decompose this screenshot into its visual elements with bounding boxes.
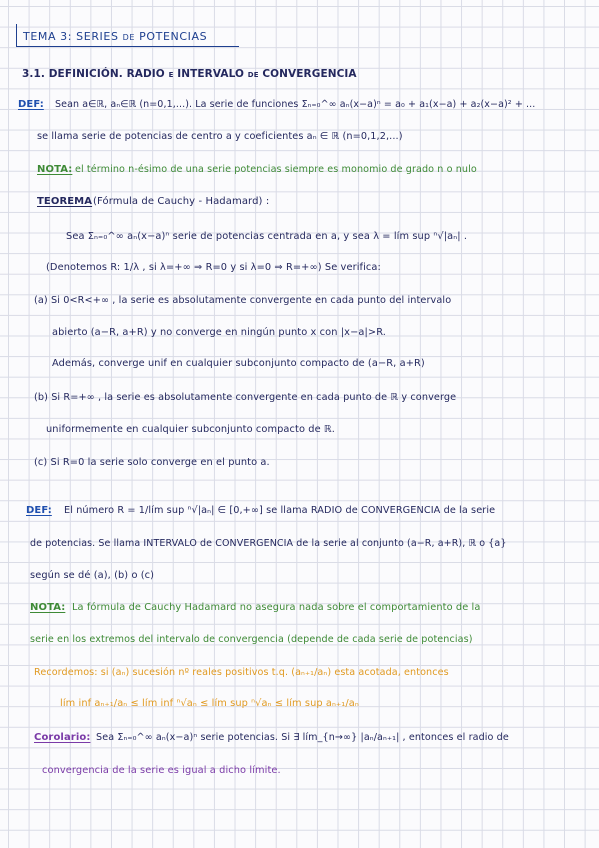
teorema-item-a: abierto (a−R, a+R) y no converge en ningún punto x con |x−a|>R. (52, 327, 386, 338)
nota-label: NOTA: (37, 164, 73, 175)
def-line: de potencias. Se llama INTERVALO de CONVERGENCIA de la serie al conjunto (a−R, a+R), ℝ o {a} (30, 538, 507, 549)
teorema-item-b: uniformemente en cualquier subconjunto compacto de ℝ. (46, 424, 335, 435)
teorema-item-c: (c) Si R=0 la serie solo converge en el punto a. (34, 457, 270, 468)
nota-text: La fórmula de Cauchy Hadamard no asegura nada sobre el comportamiento de la (72, 602, 481, 613)
def-line: según se dé (a), (b) o (c) (30, 570, 155, 581)
corolario-line: convergencia de la serie es igual a dicho límite. (42, 765, 281, 776)
teorema-title: (Fórmula de Cauchy - Hadamard) : (93, 196, 270, 207)
recordemos-text: Recordemos: si (aₙ) sucesión nº reales positivos t.q. (aₙ₊₁/aₙ) esta acotada, entonces (34, 667, 449, 678)
nota-text: serie en los extremos del intervalo de convergencia (depende de cada serie de potencias) (30, 634, 473, 645)
teorema-label: TEOREMA (37, 196, 93, 207)
def-line: El número R = 1/lím sup ⁿ√|aₙ| ∈ [0,+∞] se llama RADIO de CONVERGENCIA de la serie (64, 505, 496, 516)
def-label: DEF: (26, 505, 52, 516)
teorema-item-b: (b) Si R=+∞ , la serie es absolutamente convergente en cada punto de ℝ y converge (34, 392, 457, 403)
teorema-item-a: Además, converge unif en cualquier subconjunto compacto de (a−R, a+R) (52, 358, 425, 369)
corolario-label: Corolario: (34, 732, 91, 743)
nota-label: NOTA: (30, 602, 66, 613)
def-line: Sean a∈ℝ, aₙ∈ℝ (n=0,1,...). La serie de funciones Σₙ₌₀^∞ aₙ(x−a)ⁿ = a₀ + a₁(x−a) + a₂(x−a)² + ... (55, 99, 536, 110)
recordemos-formula: lím inf aₙ₊₁/aₙ ≤ lím inf ⁿ√aₙ ≤ lím sup ⁿ√aₙ ≤ lím sup aₙ₊₁/aₙ (60, 698, 359, 709)
title-box (16, 24, 239, 47)
section-heading: 3.1. DEFINICIÓN. RADIO e INTERVALO de CONVERGENCIA (22, 68, 357, 80)
page-title: TEMA 3: SERIES de POTENCIAS (23, 30, 208, 43)
nota-text: el término n-ésimo de una serie potencias siempre es monomio de grado n o nulo (75, 164, 477, 175)
teorema-line: Sea Σₙ₌₀^∞ aₙ(x−a)ⁿ serie de potencias centrada en a, y sea λ = lím sup ⁿ√|aₙ| . (66, 231, 468, 242)
corolario-line: Sea Σₙ₌₀^∞ aₙ(x−a)ⁿ serie potencias. Si ∃ lím_{n→∞} |aₙ/aₙ₊₁| , entonces el radio de (96, 732, 509, 743)
def-label: DEF: (18, 99, 44, 110)
teorema-line: (Denotemos R: 1/λ , si λ=+∞ ⇒ R=0 y si λ=0 ⇒ R=+∞) Se verifica: (46, 262, 381, 273)
teorema-item-a: (a) Si 0<R<+∞ , la serie es absolutamente convergente en cada punto del intervalo (34, 295, 452, 306)
def-line: se llama serie de potencias de centro a y coeficientes aₙ ∈ ℝ (n=0,1,2,...) (37, 131, 403, 142)
